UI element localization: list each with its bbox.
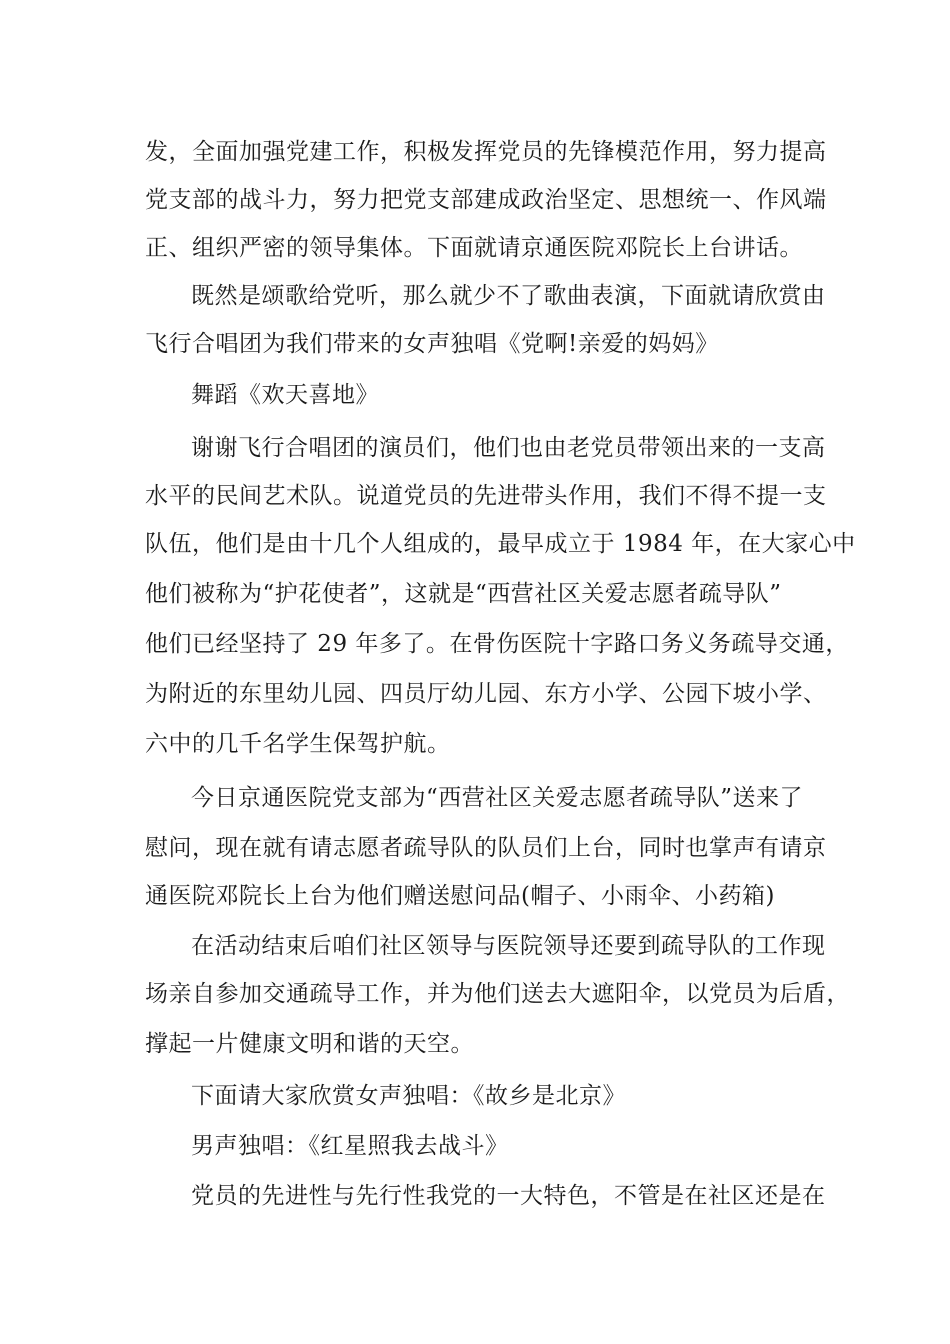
text-line: 男声独唱：《红星照我去战斗》 — [191, 1133, 509, 1159]
text-line: 撑起一片健康文明和谐的天空。 — [145, 1031, 474, 1057]
text-line: 在活动结束后咱们社区领导与医院领导还要到疏导队的工作现 — [191, 933, 826, 959]
text-line: 他们被称为“护花使者”，这就是“西营社区关爱志愿者疏导队” — [145, 581, 782, 607]
text-line: 谢谢飞行合唱团的演员们，他们也由老党员带领出来的一支高 — [191, 435, 826, 461]
text-line: 正、组织严密的领导集体。下面就请京通医院邓院长上台讲话。 — [145, 235, 803, 261]
text-line: 慰问，现在就有请志愿者疏导队的队员们上台，同时也掌声有请京 — [145, 835, 827, 861]
text-line: 党员的先进性与先行性我党的一大特色，不管是在社区还是在 — [191, 1183, 826, 1209]
text-line: 既然是颂歌给党听，那么就少不了歌曲表演，下面就请欣赏由 — [191, 283, 826, 309]
text-line: 今日京通医院党支部为“西营社区关爱志愿者疏导队”送来了 — [191, 785, 804, 811]
text-line: 飞行合唱团为我们带来的女声独唱《党啊!亲爱的妈妈》 — [145, 331, 719, 357]
text-line: 为附近的东里幼儿园、四员厅幼儿园、东方小学、公园下坡小学、 — [145, 681, 827, 707]
text-line: 发，全面加强党建工作，积极发挥党员的先锋模范作用，努力提高 — [145, 139, 827, 165]
text-line: 舞蹈《欢天喜地》 — [191, 382, 379, 408]
text-line: 通医院邓院长上台为他们赠送慰问品(帽子、小雨伞、小药箱) — [145, 883, 775, 909]
text-line: 场亲自参加交通疏导工作，并为他们送去大遮阳伞，以党员为后盾， — [145, 981, 850, 1007]
text-line: 队伍，他们是由十几个人组成的，最早成立于 1984 年，在大家心中 — [145, 531, 856, 557]
text-line: 他们已经坚持了 29 年多了。在骨伤医院十字路口务义务疏导交通， — [145, 631, 849, 657]
text-line: 水平的民间艺术队。说道党员的先进带头作用，我们不得不提一支 — [145, 483, 827, 509]
text-line: 党支部的战斗力，努力把党支部建成政治坚定、思想统一、作风端 — [145, 187, 827, 213]
text-line: 下面请大家欣赏女声独唱：《故乡是北京》 — [191, 1083, 626, 1109]
text-line: 六中的几千名学生保驾护航。 — [145, 731, 451, 757]
